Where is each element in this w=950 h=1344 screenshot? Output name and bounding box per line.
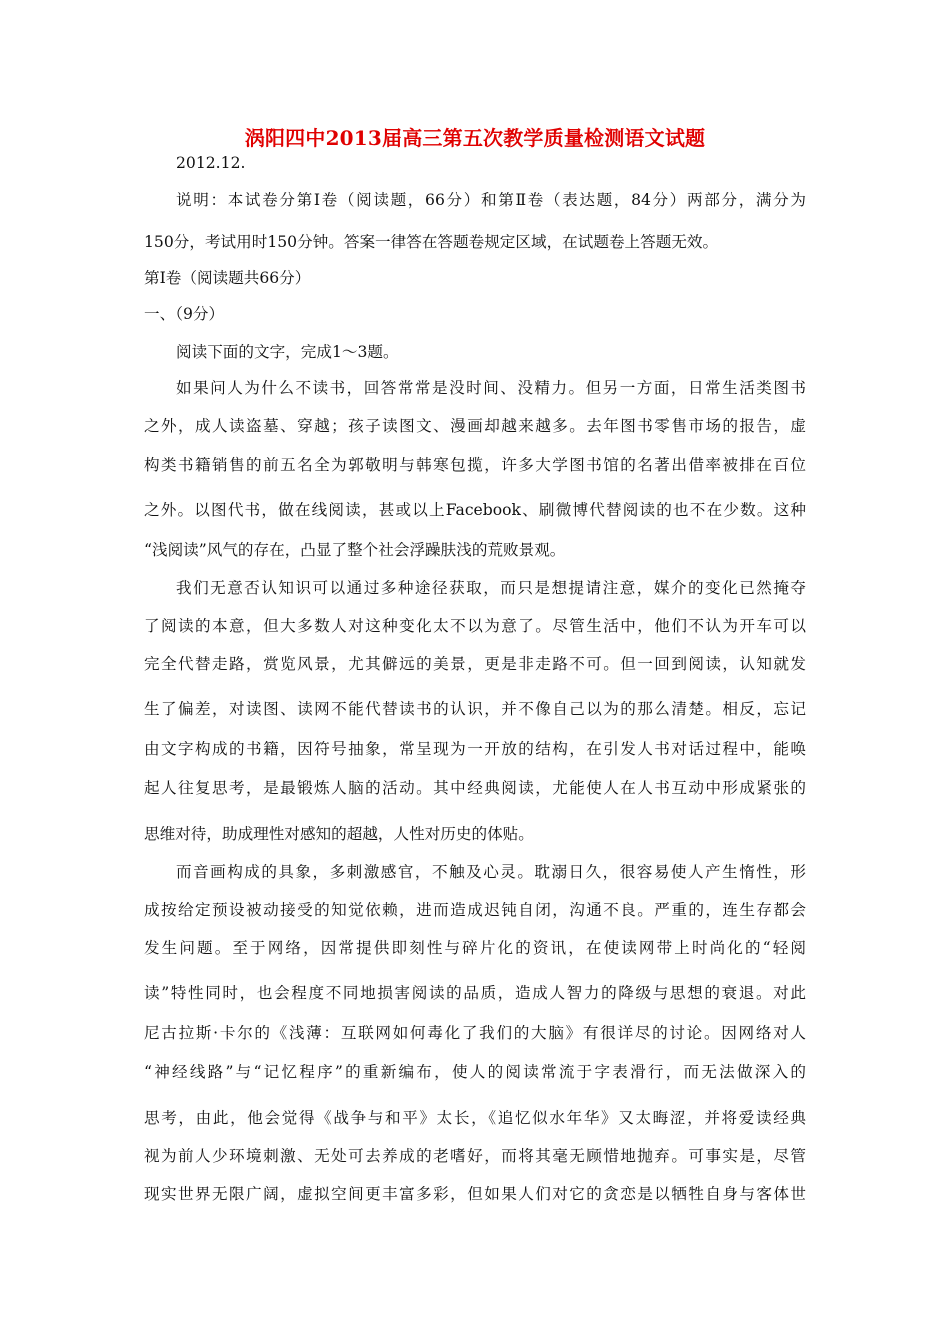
paragraph-line: 而音画构成的具象，多刺激感官，不触及心灵。耽溺日久，很容易使人产生惰性，形 xyxy=(176,863,806,881)
paragraph-line: 由文字构成的书籍，因符号抽象，常呈现为一开放的结构，在引发人书对话过程中，能唤 xyxy=(144,740,806,758)
paragraph-line: 读”特性同时，也会程度不同地损害阅读的品质，造成人智力的降级与思想的衰退。对此 xyxy=(144,984,806,1002)
paragraph-line: 完全代替走路，赏览风景，尤其僻远的美景，更是非走路不可。但一回到阅读，认知就发 xyxy=(144,655,806,673)
paragraph-line: 我们无意否认知识可以通过多种途径获取，而只是想提请注意，媒介的变化已然掩夺 xyxy=(176,579,806,597)
document-date: 2012.12. xyxy=(176,154,246,172)
paragraph-line: 成按给定预设被动接受的知觉依赖，进而造成迟钝自闭，沟通不良。严重的，连生存都会 xyxy=(144,901,806,919)
paragraph-line: 之外，成人读盗墓、穿越；孩子读图文、漫画却越来越多。去年图书零售市场的报告，虚 xyxy=(144,417,806,435)
paragraph-line: 视为前人少环境刺激、无处可去养成的老嗜好，而将其毫无顾惜地抛弃。可事实是，尽管 xyxy=(144,1147,806,1165)
paragraph-line: 之外。以图代书，做在线阅读，甚或以上Facebook、刷微博代替阅读的也不在少数。这种 xyxy=(144,501,806,519)
section-heading: 第Ⅰ卷（阅读题共66分） xyxy=(144,269,311,287)
paragraph-line: “浅阅读”风气的存在，凸显了整个社会浮躁肤浅的荒败景观。 xyxy=(144,541,566,559)
paragraph-line: “神经线路”与“记忆程序”的重新编布，使人的阅读常流于字表滑行，而无法做深入的 xyxy=(144,1063,806,1081)
paragraph-line: 了阅读的本意，但大多数人对这种变化太不以为意了。尽管生活中，他们不认为开车可以 xyxy=(144,617,806,635)
paragraph-line: 生了偏差，对读图、读网不能代替读书的认识，并不像自己以为的那么清楚。相反，忘记 xyxy=(144,700,806,718)
paragraph-line: 构类书籍销售的前五名全为郭敬明与韩寒包揽，许多大学图书馆的名著出借率被排在百位 xyxy=(144,456,806,474)
document-title: 涡阳四中2013届高三第五次教学质量检测语文试题 xyxy=(244,126,706,150)
note-line: 150分，考试用时150分钟。答案一律答在答题卷规定区域，在试题卷上答题无效。 xyxy=(144,233,719,251)
paragraph-line: 尼古拉斯·卡尔的《浅薄：互联网如何毒化了我们的大脑》有很详尽的讨论。因网络对人 xyxy=(144,1024,806,1042)
paragraph-line: 起人往复思考，是最锻炼人脑的活动。其中经典阅读，尤能使人在人书互动中形成紧张的 xyxy=(144,779,806,797)
paragraph-line: 现实世界无限广阔，虚拟空间更丰富多彩，但如果人们对它的贪恋是以牺牲自身与客体世 xyxy=(144,1185,806,1203)
paragraph-line: 思考，由此，他会觉得《战争与和平》太长，《追忆似水年华》又太晦涩，并将爱读经典 xyxy=(144,1109,806,1127)
note-line: 说明：本试卷分第Ⅰ卷（阅读题，66分）和第Ⅱ卷（表达题，84分）两部分，满分为 xyxy=(176,191,806,209)
instruction-text: 阅读下面的文字，完成1～3题。 xyxy=(176,343,399,361)
paragraph-line: 如果问人为什么不读书，回答常常是没时间、没精力。但另一方面，日常生活类图书 xyxy=(176,379,806,397)
paragraph-line: 发生问题。至于网络，因常提供即刻性与碎片化的资讯，在使读网带上时尚化的“轻阅 xyxy=(144,939,806,957)
paragraph-line: 思维对待，助成理性对感知的超越，人性对历史的体贴。 xyxy=(144,825,534,843)
part-heading: 一、（9分） xyxy=(144,305,225,323)
